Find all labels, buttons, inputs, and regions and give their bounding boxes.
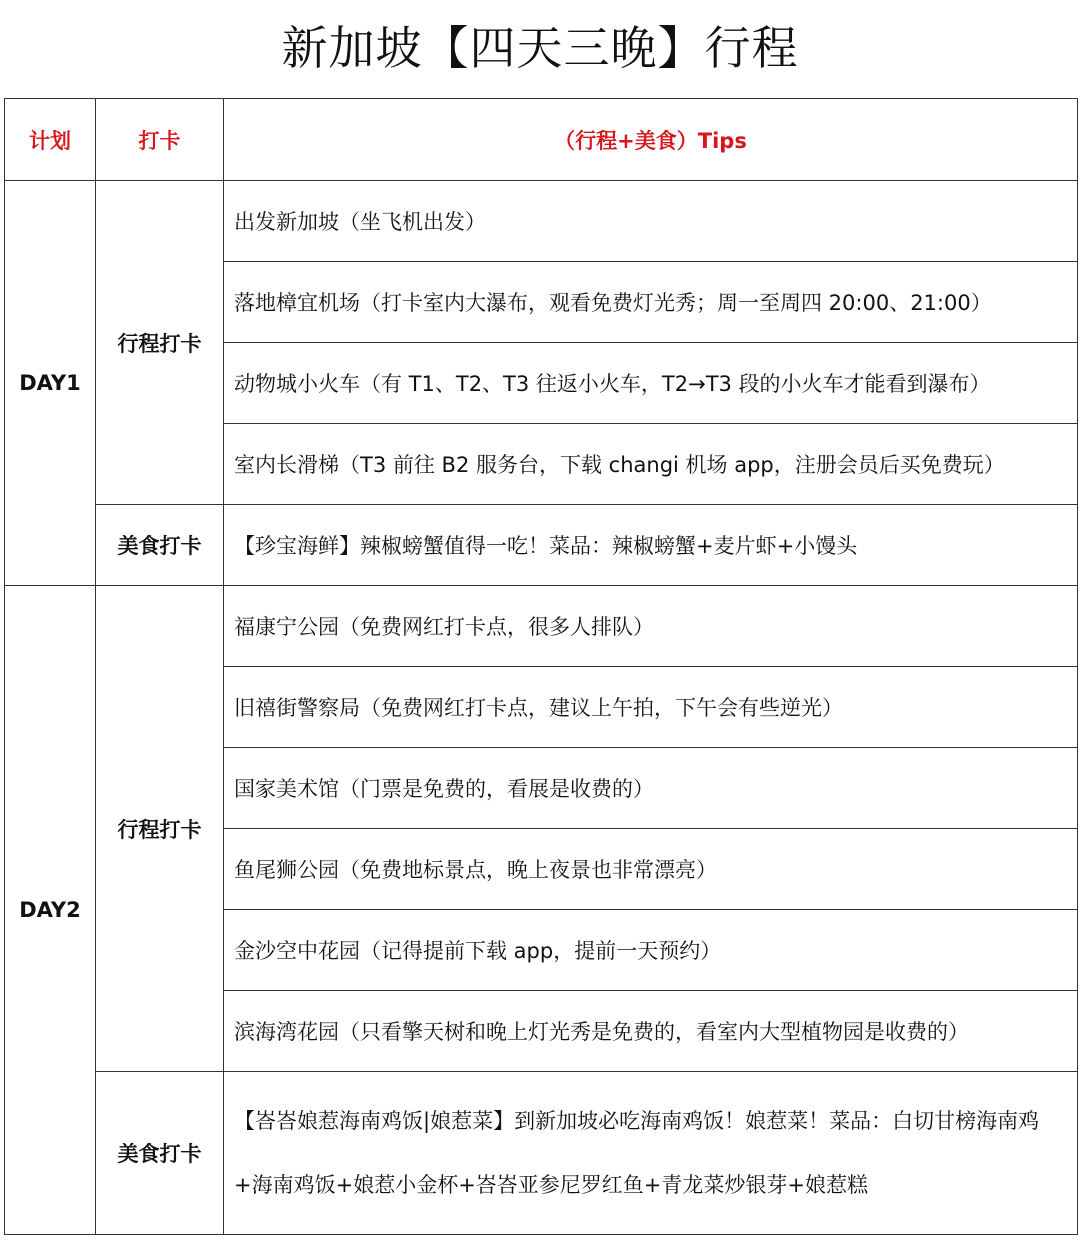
table-row xyxy=(5,505,1078,586)
trip-category: 行程打卡 xyxy=(96,586,224,1072)
table-row xyxy=(5,1072,1078,1235)
header-plan: 计划 xyxy=(5,99,96,181)
trip-item: 室内长滑梯（T3 前往 B2 服务台，下载 changi 机场 app，注册会员后买免费玩） xyxy=(224,424,1078,505)
itinerary-table xyxy=(4,98,1078,1235)
trip-item: 金沙空中花园（记得提前下载 app，提前一天预约） xyxy=(224,910,1078,991)
header-row xyxy=(5,99,1078,181)
trip-item: 国家美术馆（门票是免费的，看展是收费的） xyxy=(224,748,1078,829)
trip-item: 旧禧街警察局（免费网红打卡点，建议上午拍，下午会有些逆光） xyxy=(224,667,1078,748)
trip-item: 落地樟宜机场（打卡室内大瀑布，观看免费灯光秀；周一至周四 20:00、21:00） xyxy=(224,262,1078,343)
trip-item: 鱼尾狮公园（免费地标景点，晚上夜景也非常漂亮） xyxy=(224,829,1078,910)
food-category: 美食打卡 xyxy=(96,1072,224,1235)
trip-item: 滨海湾花园（只看擎天树和晚上灯光秀是免费的，看室内大型植物园是收费的） xyxy=(224,991,1078,1072)
food-item: 【峇峇娘惹海南鸡饭|娘惹菜】到新加坡必吃海南鸡饭！娘惹菜！菜品：白切甘榜海南鸡+海南鸡饭+娘惹小金杯+峇峇亚参尼罗红鱼+青龙菜炒银芽+娘惹糕 xyxy=(224,1072,1078,1235)
food-item: 【珍宝海鲜】辣椒螃蟹值得一吃！菜品：辣椒螃蟹+麦片虾+小馒头 xyxy=(224,505,1078,586)
table-row xyxy=(5,181,1078,262)
table-row xyxy=(5,586,1078,667)
food-category: 美食打卡 xyxy=(96,505,224,586)
trip-item: 福康宁公园（免费网红打卡点，很多人排队） xyxy=(224,586,1078,667)
trip-item: 出发新加坡（坐飞机出发） xyxy=(224,181,1078,262)
header-tips: （行程+美食）Tips xyxy=(224,99,1078,181)
day-label: DAY1 xyxy=(5,181,96,586)
trip-item: 动物城小火车（有 T1、T2、T3 往返小火车，T2→T3 段的小火车才能看到瀑布） xyxy=(224,343,1078,424)
header-checkin: 打卡 xyxy=(96,99,224,181)
trip-category: 行程打卡 xyxy=(96,181,224,505)
page-title: 新加坡【四天三晚】行程 xyxy=(281,21,799,75)
day-label: DAY2 xyxy=(5,586,96,1235)
